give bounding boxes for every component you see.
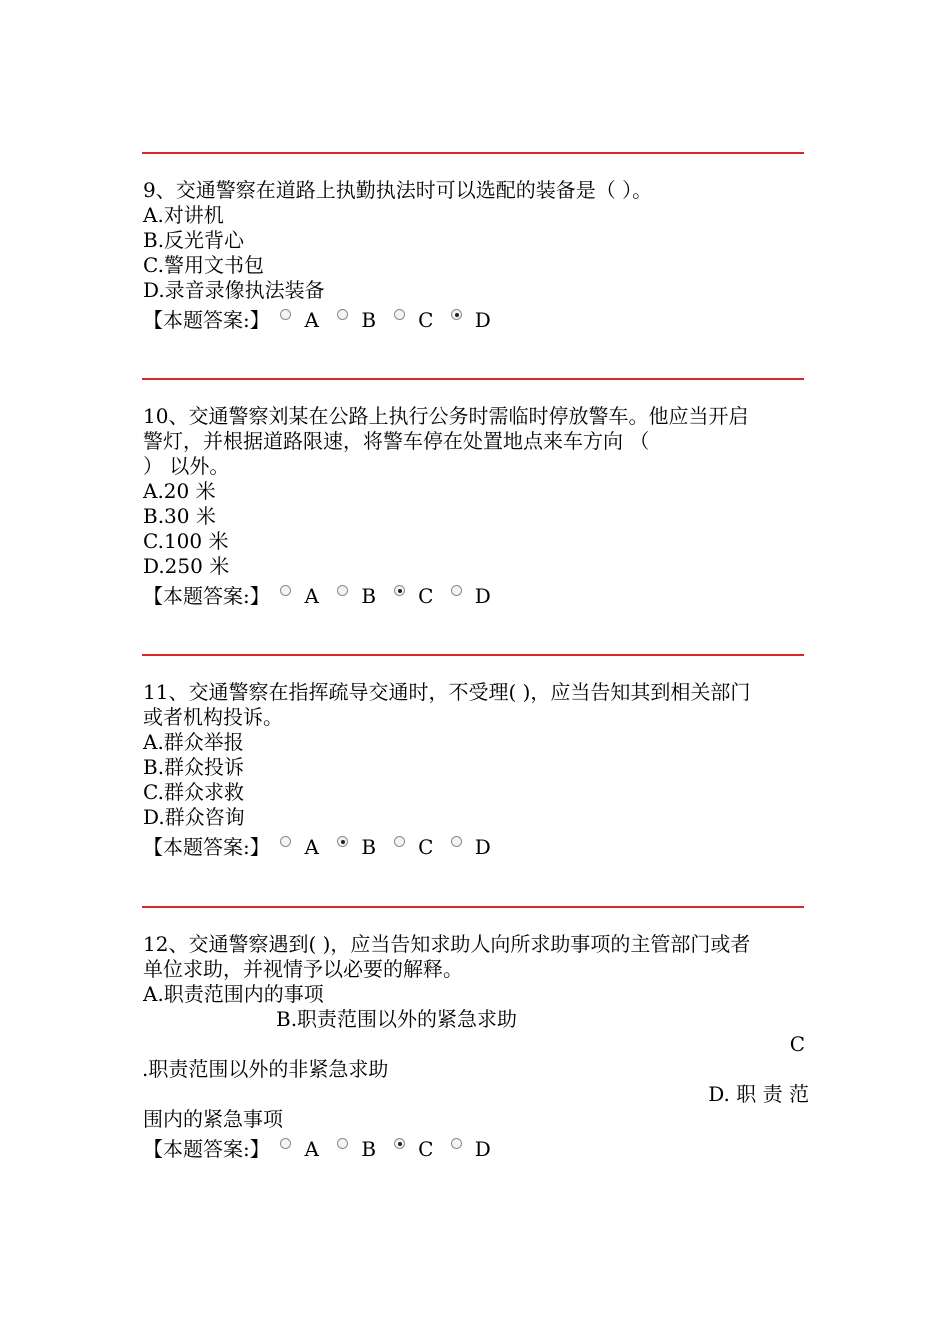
option-c-letter: C xyxy=(789,1032,805,1056)
separator-rule xyxy=(142,378,804,380)
option-c: C.警用文书包 xyxy=(143,253,264,277)
radio-group xyxy=(276,1137,504,1162)
radio-b[interactable] xyxy=(337,1138,348,1149)
radio-label-a: A xyxy=(304,307,319,332)
option-b: B.反光背心 xyxy=(143,228,245,252)
radio-c[interactable] xyxy=(394,1138,405,1149)
option-c: C.群众求救 xyxy=(143,780,244,804)
radio-label-b: B xyxy=(361,307,377,332)
radio-d[interactable] xyxy=(451,836,462,847)
radio-label-d: D xyxy=(474,583,491,608)
question-stem-line: 警灯，并根据道路限速，将警车停在处置地点来车方向 （ xyxy=(143,429,650,453)
question-stem-line: 11、交通警察在指挥疏导交通时，不受理( )，应当告知其到相关部门 xyxy=(143,680,751,704)
radio-d[interactable] xyxy=(451,1138,462,1149)
answer-label: 【本题答案:】 xyxy=(143,1136,270,1161)
radio-label-c: C xyxy=(418,583,434,608)
radio-label-c: C xyxy=(418,307,434,332)
radio-label-b: B xyxy=(361,583,377,608)
radio-a[interactable] xyxy=(280,585,291,596)
radio-label-b: B xyxy=(361,1136,377,1161)
question-stem-line: 10、交通警察刘某在公路上执行公务时需临时停放警车。他应当开启 xyxy=(143,404,749,428)
question-stem-line: 12、交通警察遇到( )，应当告知求助人向所求助事项的主管部门或者 xyxy=(143,932,751,956)
answer-row xyxy=(143,305,809,335)
radio-c[interactable] xyxy=(394,309,405,320)
answer-row xyxy=(143,581,809,611)
answer-row xyxy=(143,1134,809,1164)
option-c-text: .职责范围以外的非紧急求助 xyxy=(142,1057,389,1081)
option-a: A.对讲机 xyxy=(143,203,224,227)
radio-label-c: C xyxy=(418,1136,434,1161)
question-9 xyxy=(143,178,809,335)
question-10 xyxy=(143,404,809,611)
radio-label-d: D xyxy=(474,307,491,332)
radio-a[interactable] xyxy=(280,836,291,847)
radio-c[interactable] xyxy=(394,836,405,847)
option-c: C.100 米 xyxy=(143,529,229,553)
option-a: A.20 米 xyxy=(143,479,216,503)
question-stem-line: ） 以外。 xyxy=(143,454,230,478)
radio-group xyxy=(276,835,504,860)
question-stem: 9、交通警察在道路上执勤执法时可以选配的装备是（ ）。 xyxy=(143,178,653,202)
radio-label-c: C xyxy=(418,834,434,859)
option-a: A.群众举报 xyxy=(143,730,244,754)
answer-label: 【本题答案:】 xyxy=(143,307,270,332)
option-d: D.250 米 xyxy=(143,554,230,578)
radio-label-d: D xyxy=(474,834,491,859)
option-d: D.录音录像执法装备 xyxy=(143,278,325,302)
radio-b[interactable] xyxy=(337,585,348,596)
option-d: D.群众咨询 xyxy=(143,805,245,829)
separator-rule xyxy=(142,654,804,656)
option-d-start: D. 职 责 范 xyxy=(708,1082,809,1106)
radio-label-a: A xyxy=(304,834,319,859)
radio-label-a: A xyxy=(304,583,319,608)
question-11 xyxy=(143,680,809,862)
radio-label-a: A xyxy=(304,1136,319,1161)
radio-a[interactable] xyxy=(280,309,291,320)
radio-c[interactable] xyxy=(394,585,405,596)
option-d-continued: 围内的紧急事项 xyxy=(143,1107,283,1131)
radio-d[interactable] xyxy=(451,309,462,320)
radio-a[interactable] xyxy=(280,1138,291,1149)
answer-label: 【本题答案:】 xyxy=(143,583,270,608)
radio-label-b: B xyxy=(361,834,377,859)
radio-group xyxy=(276,308,504,333)
radio-label-d: D xyxy=(474,1136,491,1161)
option-b: B.30 米 xyxy=(143,504,216,528)
question-12 xyxy=(143,932,809,1164)
answer-label: 【本题答案:】 xyxy=(143,834,270,859)
radio-b[interactable] xyxy=(337,836,348,847)
radio-d[interactable] xyxy=(451,585,462,596)
option-b: B.群众投诉 xyxy=(143,755,245,779)
question-stem-line: 或者机构投诉。 xyxy=(143,705,283,729)
option-b: B.职责范围以外的紧急求助 xyxy=(276,1007,518,1031)
separator-rule xyxy=(142,906,804,908)
radio-group xyxy=(276,584,504,609)
radio-b[interactable] xyxy=(337,309,348,320)
question-stem-line: 单位求助，并视情予以必要的解释。 xyxy=(143,957,463,981)
option-a: A.职责范围内的事项 xyxy=(143,982,324,1006)
answer-row xyxy=(143,832,809,862)
separator-rule xyxy=(142,152,804,154)
